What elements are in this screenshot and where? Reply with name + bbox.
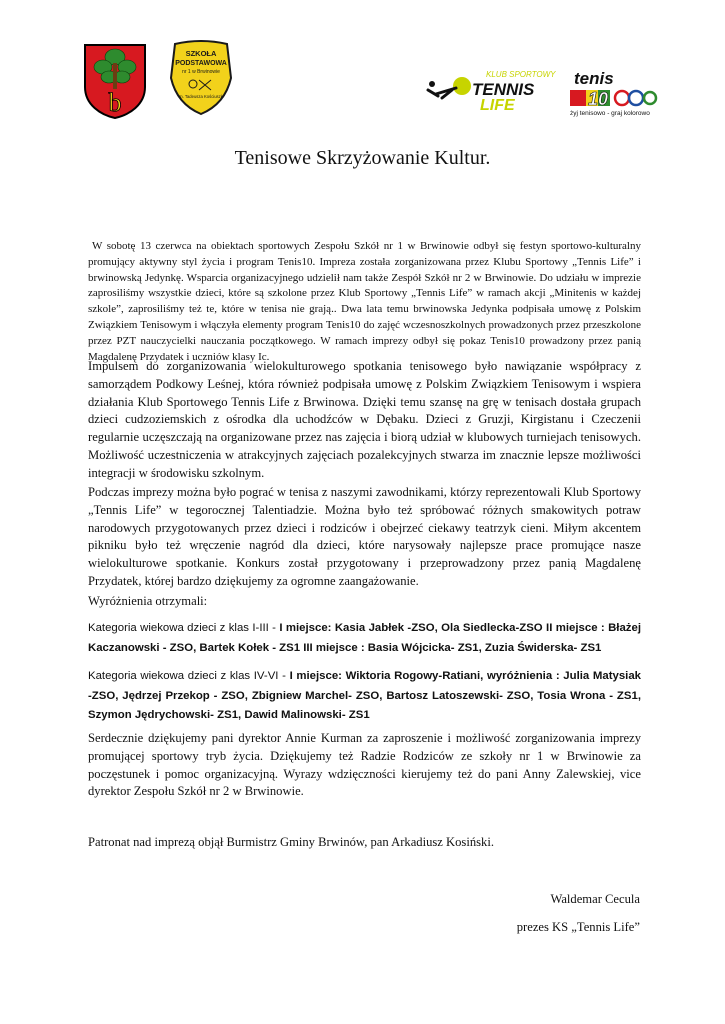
awards-category-1 [88,619,641,658]
tenis10-word: tenis [574,69,614,88]
tenis10-tag: żyj tenisowo - graj kolorowo [570,110,650,117]
school-line-1: SZKOŁA [185,49,217,58]
paragraph-event: Podczas imprezy można było pograć w tenisa z naszymi zawodnikami, którzy reprezentowali Klub Sportowy „Tennis Life” w tegorocznej Talentiadzie. Można było też spróbować różnych smakowitych potraw narodowych przygotowanych przez dzieci i rodziców i obejrzeć ciekawy teatrzyk cieni. Miłym akcentem pikniku było też wręczenie nagród dla dzieci, które narysowały najlepsze prace promujące nasze wielokulturowe spotkanie. Konkurs został przygotowany i przeprowadzony przez panią Magdalenę Przydatek, której bardzo dziękujemy za ogromne zaangażowanie. [88,485,641,588]
paragraph-intro [88,239,641,365]
awards-category-1-winners: I miejsce: Kasia Jabłek -ZSO, Ola Siedlecka-ZSO II miejsce : Błażej Kaczanowski - ZSO, Bartek Kołek - ZS1 III miejsce : Basia Wójcicka- ZS1, Zuzia Świderska- ZS1 [88,622,641,654]
document-title: Tenisowe Skrzyżowanie Kultur. [234,147,491,169]
tennis-life-mid: TENNIS [472,80,535,99]
tennis-life-bottom: LIFE [480,97,515,112]
signature-name: Waldemar Ceculа [550,892,640,906]
school-line-2: PODSTAWOWA [175,60,227,67]
paragraph-patronage: Patronat nad imprezą objął Burmistrz Gminy Brwinów, pan Arkadiusz Kosiński. [88,835,494,849]
school-line-3: nr 1 w Brwinowie [182,69,220,75]
paragraph-impulse: Impulsem do zorganizowania wielokulturowego spotkania tenisowego było nawiązanie współpracy z samorządem Podkowy Leśnej, która również podpisała umowę z Polskim Związkiem Tenisowym i wspiera działania Klub Sportowego Tennis Life z Brwinowa. Dzięki temu szansę na grę w tenisach dostała grupach dzieci cudzoziemskich z ośrodka dla uchodźców w Dębaku. Dzieci z Gruzji, Kirgistanu i Czeczenii regularnie uczęszczają na organizowane przez nas zajęcia i biorą udział w klubowych turniejach tenisowych. Możliwość uczestniczenia w atrakcyjnych zajęciach pozalekcyjnych stwarza im znacznie lepsze możliwości integracji w środowisku szkolnym. [88,359,641,480]
paragraph-intro-text: W sobotę 13 czerwca na obiektach sportowych Zespołu Szkół nr 1 w Brwinowie odbył się festyn sportowo-kulturalny promujący aktywny styl życia i program Tenis10. Impreza została zorganizowana przez Klubu Sportowy „Tennis Life” i brwinowską Jedynkę. Wsparcia organizacyjnego udzielił nam także Zespół Szkół nr 2 w Brwinowie. Do udziału w imprezie zaprosiliśmy wszystkie dzieci, które są szkolone przez Klub Sportowy „Tennis Life” w ramach akcji „Minitenis w każdej szkole”, zaprosiliśmy też te, które w tenisa nie grają.. Dwa lata temu brwinowska Jedynka podpisała umowę z Polskim Związkiem Tenisowym i włączyła elementy program Tenis10 do zajęć wczesnoszkolnych prowadzonych przez przeszkolone przez PZT nauczycielki nauczania początkowego. W ramach imprezy odbył się pokaz Tenis10 prowadzony przez panią Magdalenę Przydatek i uczniów klasy Ic. [88,240,641,363]
tennis-life-top: KLUB SPORTOWY [486,70,556,79]
tenis10-logo [566,68,658,118]
herb-letter: b [108,88,122,117]
awards-category-2-winners: I miejsce: Wiktoria Rogowy-Ratiani, wyróżnienia : Julia Matysiak -ZSO, Jędrzej Przekop - ZSO, Zbigniew Marchel- ZSO, Bartosz Latoszewski- ZSO, Tosia Wrona - ZS1, Szymon Jędrychowski- ZS1, Dawid Malinowski- ZS1 [88,670,641,721]
tennis-life-club-logo [422,68,562,112]
paragraph-thanks: Serdecznie dziękujemy pani dyrektor Annie Kurman za zaproszenie i możliwość zorganizowania imprezy promującej sportowy tryb życia. Dziękujemy też Radzie Rodziców ze szkoły nr 1 w Brwinowie za poczęstunek i pomoc organizacyjną. Wyrazy wdzięczności kierujemy też do pani Anny Zalewskiej, vice dyrektor Zespołu Szkół nr 2 w Brwinowie. [88,731,641,799]
signature-role: prezes KS „Tennis Life” [516,920,640,934]
school-shield-logo [165,40,237,116]
awards-heading: Wyróżnienia otrzymali: [88,594,208,608]
school-line-4: im. Tadeusza Kościuszki [178,94,224,99]
awards-category-2 [88,667,641,726]
tenis10-num: 10 [588,89,609,109]
awards-category-2-label: Kategoria wiekowa dzieci z klas IV-VI - [88,670,290,682]
brwinow-coat-of-arms-logo [83,43,147,119]
awards-category-1-label: Kategoria wiekowa dzieci z klas I-III - [88,622,280,634]
